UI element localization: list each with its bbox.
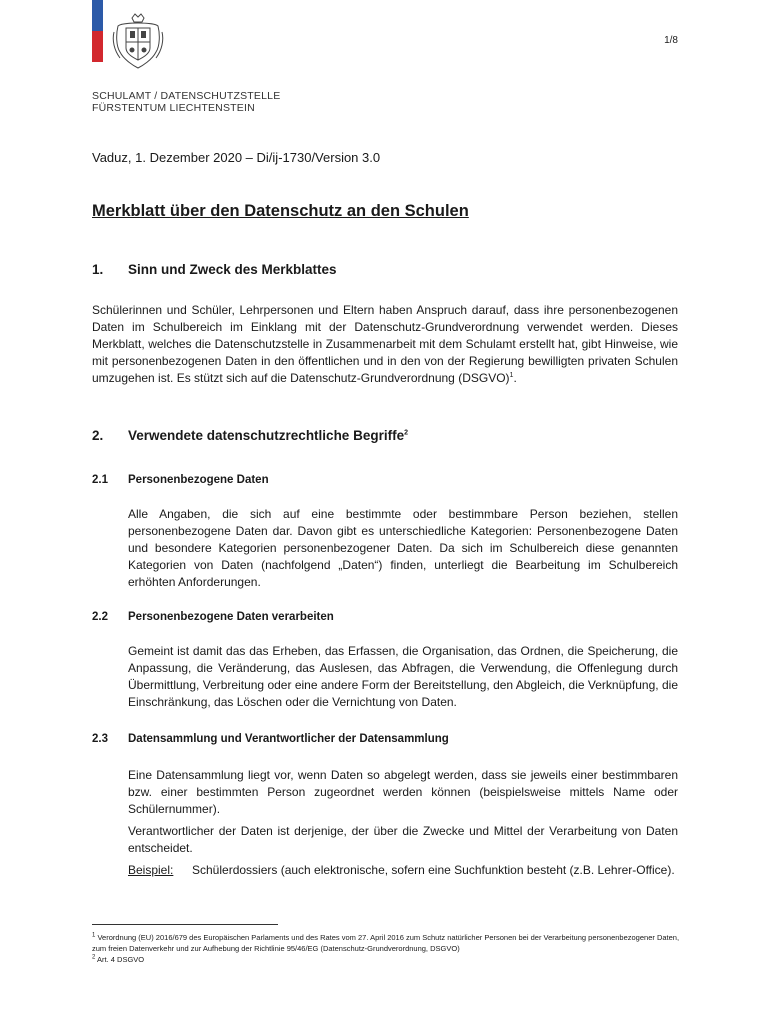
coat-of-arms-icon bbox=[112, 12, 164, 72]
footnote-separator bbox=[92, 924, 278, 925]
date-reference-line: Vaduz, 1. Dezember 2020 – Di/ij-1730/Version 3.0 bbox=[92, 150, 381, 165]
section-title: Sinn und Zweck des Merkblattes bbox=[128, 262, 337, 277]
footnote-2 bbox=[92, 954, 682, 965]
section-title: Verwendete datenschutzrechtliche Begriffe bbox=[128, 428, 405, 443]
flag-red-band bbox=[92, 31, 103, 62]
footnote-number: 2 bbox=[92, 954, 96, 961]
paragraph-text: Schülerinnen und Schüler, Lehrpersonen und Eltern haben Anspruch darauf, dass ihre personenbezogenen Daten im Schulbereich im Einklang mit der Datenschutz-Grundverordnung verwendet werden. Dieses Merkblatt, welches die Datenschutzstelle in Zusammenarbeit mit dem Schulamt erstellt hat, gibt Hinweise, wie mit personenbezogenen Daten in den öffentlichen und in den von der Regierung bewilligten privaten Schulen umzugehen ist. Es stützt sich auf die Datenschutz-Grundverordnung (DSGVO) bbox=[92, 303, 678, 385]
subsection-2-3-body-1: Eine Datensammlung liegt vor, wenn Daten so abgelegt werden, dass sie jeweils einer bestimmbaren bzw. einer bestimmten Person zugeordnet werden können (beispielsweise mittels Name oder Schülernummer). bbox=[128, 768, 678, 816]
footnote-reference[interactable]: 2 bbox=[404, 429, 408, 437]
footnote-number: 1 bbox=[92, 932, 96, 939]
example-text: Schülerdossiers (auch elektronische, sofern eine Suchfunktion besteht (z.B. Lehrer-Office). bbox=[192, 863, 675, 877]
subsection-2-1-body: Alle Angaben, die sich auf eine bestimmte oder bestimmbare Person beziehen, stellen personenbezogene Daten dar. Davon gibt es unterschiedliche Kategorien: Personenbezogene Daten und besondere Kategorien personenbezogener Daten. Da sich im Schulbereich diese genannten Kategorien von Daten (nachfolgend „Daten“) finden, unterliegt die Bearbeitung im Schulbereich erhöhten Anforderungen. bbox=[128, 507, 678, 589]
subsection-number: 2.1 bbox=[92, 474, 108, 486]
section-1-heading bbox=[92, 262, 337, 277]
example-block bbox=[128, 862, 678, 879]
authority-name: SCHULAMT / DATENSCHUTZSTELLE bbox=[92, 90, 281, 102]
subsection-2-3-heading bbox=[92, 733, 449, 745]
flag-blue-band bbox=[92, 0, 103, 31]
footnotes bbox=[92, 932, 682, 965]
section-number: 2. bbox=[92, 428, 104, 443]
subsection-2-2-heading bbox=[92, 611, 334, 623]
footnote-reference[interactable]: 1 bbox=[509, 372, 514, 379]
footnote-text: Art. 4 DSGVO bbox=[97, 955, 145, 964]
document-title: Merkblatt über den Datenschutz an den Schulen bbox=[92, 202, 469, 220]
section-2-heading bbox=[92, 428, 408, 443]
subsection-2-2-body: Gemeint ist damit das das Erheben, das Erfassen, die Organisation, das Ordnen, die Speicherung, die Anpassung, die Veränderung, das Auslesen, das Abfragen, die Verwendung, die Offenlegung durch Übermittlung, Verbreitung oder eine andere Form der Bereitstellung, den Abgleich, die Verknüpfung, die Einschränkung, das Löschen oder die Vernichtung von Daten. bbox=[128, 644, 678, 709]
subsection-number: 2.2 bbox=[92, 611, 108, 623]
authority-country: FÜRSTENTUM LIECHTENSTEIN bbox=[92, 102, 255, 114]
subsection-2-3-body-2: Verantwortlicher der Daten ist derjenige, der über die Zwecke und Mittel der Verarbeitung von Daten entscheidet. bbox=[128, 824, 678, 855]
example-label: Beispiel: bbox=[128, 863, 174, 877]
subsection-title: Personenbezogene Daten verarbeiten bbox=[128, 611, 334, 623]
section-number: 1. bbox=[92, 262, 104, 277]
subsection-number: 2.3 bbox=[92, 733, 108, 745]
subsection-2-1-heading bbox=[92, 474, 269, 486]
footnote-1 bbox=[92, 932, 682, 954]
liechtenstein-flag-stripe bbox=[92, 0, 103, 62]
issuing-authority bbox=[92, 90, 280, 114]
footnote-text: Verordnung (EU) 2016/679 des Europäischen Parlaments und des Rates vom 27. April 2016 zum Schutz natürlicher Personen bei der Verarbeitung personenbezogener Daten, zum freien Datenverkehr und zur Aufhebung der Richtlinie 95/46/EG (Datenschutz-Grundverordnung, DSGVO) bbox=[92, 933, 680, 953]
section-1-body bbox=[92, 302, 678, 387]
subsection-title: Datensammlung und Verantwortlicher der Datensammlung bbox=[128, 733, 449, 745]
paragraph-end: . bbox=[513, 371, 517, 385]
subsection-title: Personenbezogene Daten bbox=[128, 474, 269, 486]
page-number: 1/8 bbox=[664, 35, 678, 46]
